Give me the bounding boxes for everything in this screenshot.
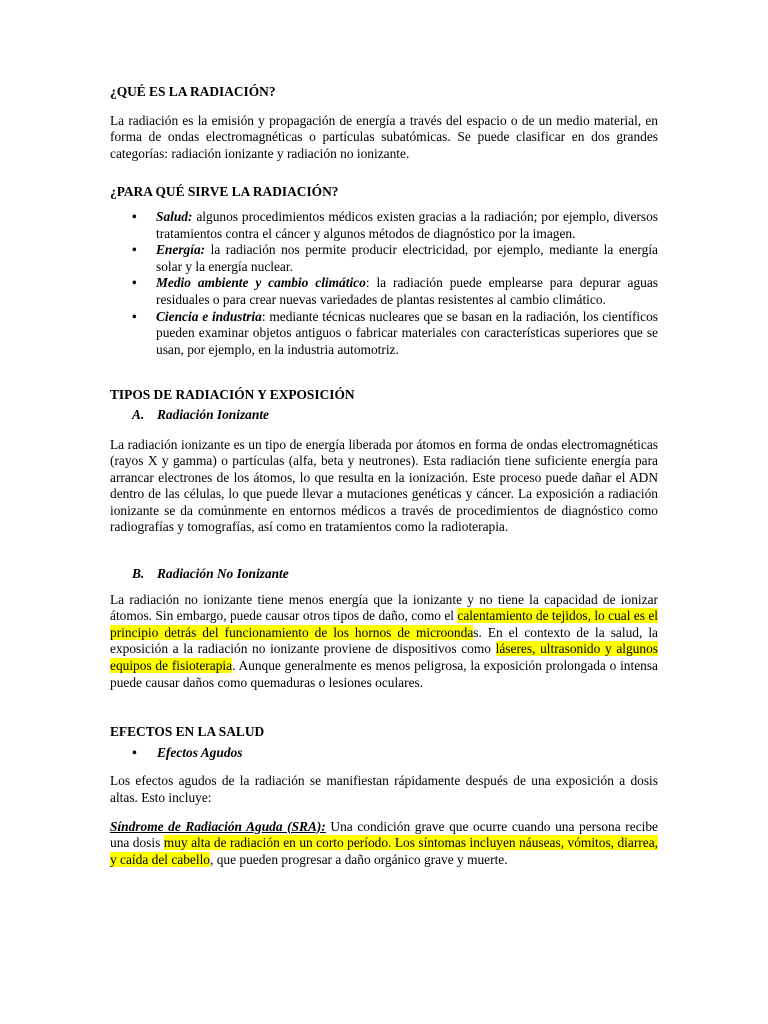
text-segment: . Aunque generalmente es menos peligrosa, la exposición prolongada o intensa puede causar daños como quemaduras o lesiones oculares.: [110, 658, 658, 690]
paragraph-no-ionizante: [110, 592, 658, 692]
paragraph-ionizante: La radiación ionizante es un tipo de energía liberada por átomos en forma de ondas electromagnéticas (rayos X y gamma) o partículas (alfa, beta y neutrones). Esta radiación tiene suficiente energía para arrancar electrones de los átomos, lo que resulta en la ionización. Este proceso puede dañar el ADN dentro de las células, lo que puede llevar a mutaciones genéticas y cáncer. La exposición a radiación ionizante se da comúnmente en entornos médicos a través de procedimientos de diagnóstico como radiografías y tomografías, así como en tratamientos como la radioterapia.: [110, 436, 658, 535]
subheading-title: Radiación Ionizante: [157, 406, 269, 422]
item-text: algunos procedimientos médicos existen gracias a la radiación; por ejemplo, diversos tratamientos contra el cáncer y algunos métodos de diagnóstico por la imagen.: [156, 208, 658, 241]
subheading-b: [132, 566, 658, 583]
list-item: [132, 242, 658, 275]
bullet-icon: •: [132, 275, 137, 291]
subheading-title: Efectos Agudos: [157, 744, 243, 760]
item-text: : la radiación puede emplearse para depurar aguas residuales o para crear nuevas variedades de plantas resistentes al cambio climático.: [156, 275, 658, 307]
heading-tipos: TIPOS DE RADIACIÓN Y EXPOSICIÓN: [110, 387, 355, 403]
text-segment: , que pueden progresar a daño orgánico grave y muerte.: [210, 851, 508, 867]
list-item: [132, 275, 658, 308]
text-segment: La radiación no ionizante tiene menos energía que la ionizante y no tiene la capacidad de ionizar átomos. Sin embargo, puede causar otros tipos de daño, como el: [110, 591, 658, 624]
subheading-title: Radiación No Ionizante: [157, 566, 289, 582]
subheading-letter: B.: [132, 566, 145, 582]
paragraph-efectos-intro: Los efectos agudos de la radiación se manifiestan rápidamente después de una exposición a dosis altas. Esto incluye:: [110, 773, 658, 805]
heading-para-que-sirve: ¿PARA QUÉ SIRVE LA RADIACIÓN?: [110, 184, 339, 200]
heading-que-es: ¿QUÉ ES LA RADIACIÓN?: [110, 84, 276, 99]
bullet-icon: •: [132, 308, 137, 324]
sra-term: Síndrome de Radiación Aguda (SRA):: [110, 818, 326, 834]
bullet-icon: •: [132, 208, 137, 224]
subheading-a: [132, 407, 658, 424]
paragraph-sra: [110, 819, 658, 869]
list-item: [132, 208, 658, 242]
item-text: la radiación nos permite producir electricidad, por ejemplo, mediante la energía solar y la energía nuclear.: [156, 242, 658, 274]
text-segment: Una condición grave que ocurre cuando una persona recibe una dosis: [110, 818, 658, 851]
bullet-icon: •: [132, 242, 137, 258]
item-text: : mediante técnicas nucleares que se basan en la radiación, los científicos pueden examinar objetos antiguos o fabricar materiales con características superiores que se usan, por ejemplo, en la industria automotriz.: [156, 308, 658, 357]
list-item: [132, 308, 658, 359]
subheading-letter: A.: [132, 406, 145, 422]
paragraph-definicion: La radiación es la emisión y propagación de energía a través del espacio o de un medio material, en forma de ondas electromagnéticas o partículas subatómicas. Se puede clasificar en dos grandes categorías: radiación ionizante y radiación no ionizante.: [110, 112, 658, 161]
uses-list: [110, 209, 658, 358]
text-segment: s. En el contexto de la salud, la exposición a la radiación no ionizante proviene de dispositivos como: [110, 624, 658, 657]
item-term: Salud:: [156, 208, 193, 224]
highlighted-text: láseres, ultrasonido y algunos equipos de fisioterapia: [110, 641, 658, 674]
item-term: Energía:: [156, 242, 206, 258]
item-term: Medio ambiente y cambio climático: [156, 275, 366, 291]
highlighted-text: muy alta de radiación en un corto período. Los síntomas incluyen náuseas, vómitos, diarrea, y caída del cabello: [110, 835, 658, 867]
highlighted-text: calentamiento de tejidos, lo cual es el principio detrás del funcionamiento de los hornos de microonda: [110, 608, 658, 640]
bullet-icon: •: [132, 744, 137, 760]
subheading-efectos-agudos: [132, 745, 658, 762]
item-term: Ciencia e industria: [156, 308, 262, 324]
heading-efectos: EFECTOS EN LA SALUD: [110, 724, 265, 740]
